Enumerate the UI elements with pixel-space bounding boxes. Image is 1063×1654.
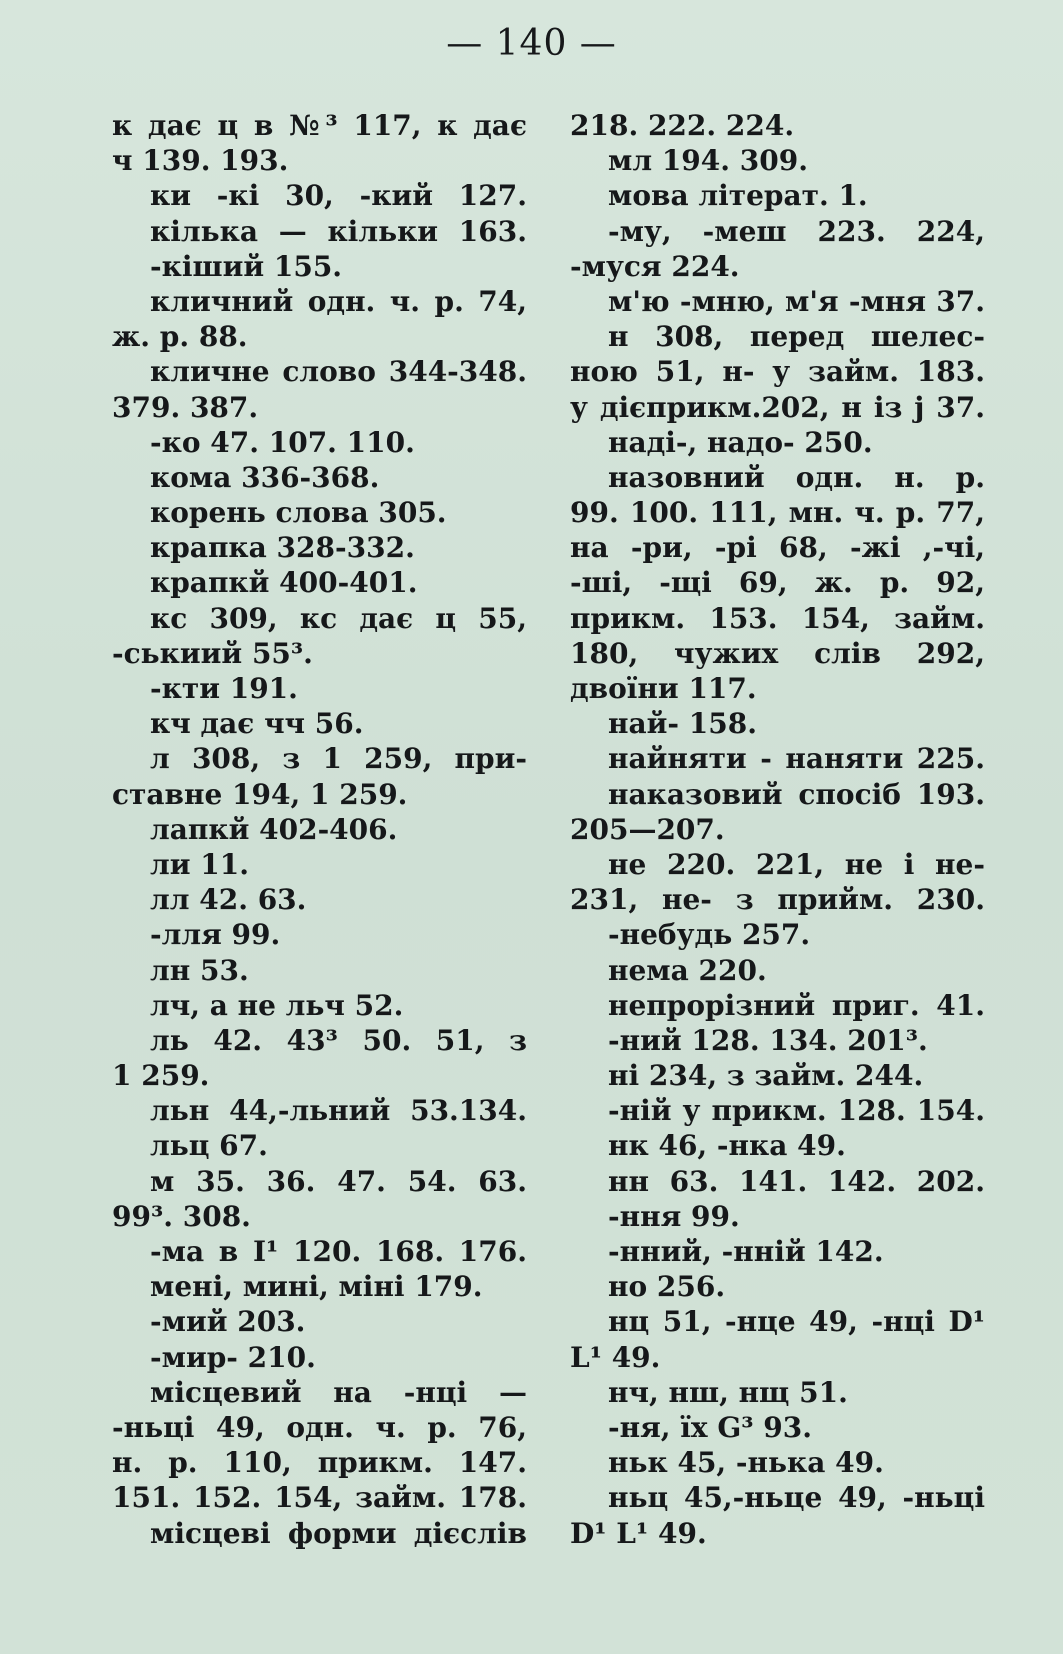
index-line: L¹ 49. <box>570 1340 661 1374</box>
index-line: -му, -меш 223. 224, <box>608 214 985 248</box>
index-line: -лля 99. <box>150 918 281 952</box>
index-line: наді-, надо- 250. <box>608 425 873 459</box>
index-line: назовний одн. н. р. <box>608 460 985 494</box>
index-line: кличний одн. ч. р. 74, <box>150 284 527 318</box>
index-line: нк 46, -нка 49. <box>608 1129 846 1163</box>
index-line: крапка 328-332. <box>150 531 415 565</box>
index-line: найняти - наняти 225. <box>608 742 985 776</box>
index-line: лч, а не льч 52. <box>150 988 404 1022</box>
index-line: ньк 45, -нька 49. <box>608 1446 884 1480</box>
index-line: 205—207. <box>570 812 725 846</box>
index-line: -ній у прикм. 128. 154. <box>608 1094 985 1128</box>
index-line: кч дає чч 56. <box>150 707 364 741</box>
index-line: льн 44,-льний 53.134. <box>150 1094 527 1128</box>
index-line: -муся 224. <box>570 249 740 283</box>
index-line: ньц 45,-ньце 49, -ньці <box>608 1481 985 1515</box>
index-line: корень слова 305. <box>150 496 447 530</box>
index-line: лн 53. <box>150 953 249 987</box>
index-line: ли 11. <box>150 847 249 881</box>
index-line: 1 259. <box>112 1059 210 1093</box>
index-line: 231, не- з прийм. 230. <box>570 883 985 917</box>
index-line: н. р. 110, прикм. 147. <box>112 1446 527 1480</box>
index-line: ною 51, н- у займ. 183. <box>570 355 985 389</box>
index-line: прикм. 153. 154, займ. <box>570 601 985 635</box>
index-line: наказовий спосіб 193. <box>608 777 985 811</box>
index-line: кличне слово 344-348. <box>150 355 527 389</box>
index-line: льц 67. <box>150 1129 268 1163</box>
index-line: най- 158. <box>608 707 757 741</box>
index-line: к дає ц в №³ 117, к дає <box>112 109 527 142</box>
index-line: -ний 128. 134. 201³. <box>608 1023 928 1057</box>
index-line: -ня, їх G³ 93. <box>608 1410 813 1444</box>
index-line: л 308, з 1 259, при- <box>150 742 527 776</box>
index-line: мова літерат. 1. <box>608 179 868 213</box>
index-line: нн 63. 141. 142. 202. <box>608 1164 985 1198</box>
index-line: нема 220. <box>608 953 767 987</box>
index-line: на -ри, -рі 68, -жі ,-чі, <box>570 531 985 565</box>
index-line: ки -кі 30, -кий 127. <box>150 179 527 213</box>
index-line: двоїни 117. <box>570 672 757 705</box>
index-line: -небудь 257. <box>608 918 811 952</box>
index-line: ч 139. 193. <box>112 144 289 178</box>
index-line: кс 309, кс дає ц 55, <box>150 601 527 635</box>
index-line: ль 42. 43³ 50. 51, з <box>150 1023 527 1057</box>
index-line: м 35. 36. 47. 54. 63. <box>150 1164 527 1198</box>
index-line: м'ю -мню, м'я -мня 37. <box>608 284 985 318</box>
index-line: мл 194. 309. <box>608 144 808 178</box>
index-line: -ма в I¹ 120. 168. 176. <box>150 1235 527 1268</box>
left-column <box>112 108 527 1551</box>
index-line: н 308, перед шелес- <box>608 320 985 354</box>
index-line: 151. 152. 154, займ. 178. <box>112 1481 527 1515</box>
index-line: D¹ L¹ 49. <box>570 1516 707 1550</box>
index-line: кома 336-368. <box>150 460 380 494</box>
index-line: місцевий на -нці — <box>150 1375 527 1409</box>
index-line: ставне 194, 1 259. <box>112 777 408 811</box>
page-number: — 140 — <box>446 23 617 64</box>
index-line: -ння 99. <box>608 1199 740 1233</box>
index-line: 99. 100. 111, мн. ч. р. 77, <box>570 496 985 530</box>
index-line: нч, нш, нщ 51. <box>608 1375 848 1409</box>
index-line: у дієприкм.202, н із j 37. <box>570 390 985 424</box>
index-line: 180, чужих слів 292, <box>570 636 985 670</box>
index-line: ні 234, з займ. 244. <box>608 1059 924 1093</box>
index-line: нц 51, -нце 49, -нці D¹ <box>608 1305 985 1339</box>
index-line: непрорізний приг. 41. <box>608 988 985 1022</box>
index-line: крапкй 400-401. <box>150 566 418 600</box>
index-line: но 256. <box>608 1270 726 1304</box>
index-line: -мир- 210. <box>150 1340 316 1374</box>
index-line: місцеві форми дієслів <box>150 1516 527 1550</box>
index-line: кілька — кільки 163. <box>150 214 527 248</box>
index-line: -ко 47. 107. 110. <box>150 425 415 459</box>
index-line: ж. р. 88. <box>112 320 248 354</box>
index-line: мені, мині, міні 179. <box>150 1270 483 1304</box>
index-line: -кти 191. <box>150 672 298 705</box>
index-line: -нний, -нній 142. <box>608 1235 884 1268</box>
index-line: 99³. 308. <box>112 1199 251 1233</box>
index-line: 379. 387. <box>112 390 259 424</box>
index-line: -ші, -щі 69, ж. р. 92, <box>570 566 985 600</box>
index-line: -кіший 155. <box>150 249 343 283</box>
index-line: лапкй 402-406. <box>150 812 398 846</box>
right-column <box>570 108 985 1551</box>
index-line: не 220. 221, не і не- <box>608 847 985 881</box>
index-line: -ньці 49, одн. ч. р. 76, <box>112 1410 527 1444</box>
index-line: 218. 222. 224. <box>570 109 795 142</box>
index-line: -ськиий 55³. <box>112 636 313 670</box>
index-line: -мий 203. <box>150 1305 306 1339</box>
index-line: лл 42. 63. <box>150 883 307 917</box>
